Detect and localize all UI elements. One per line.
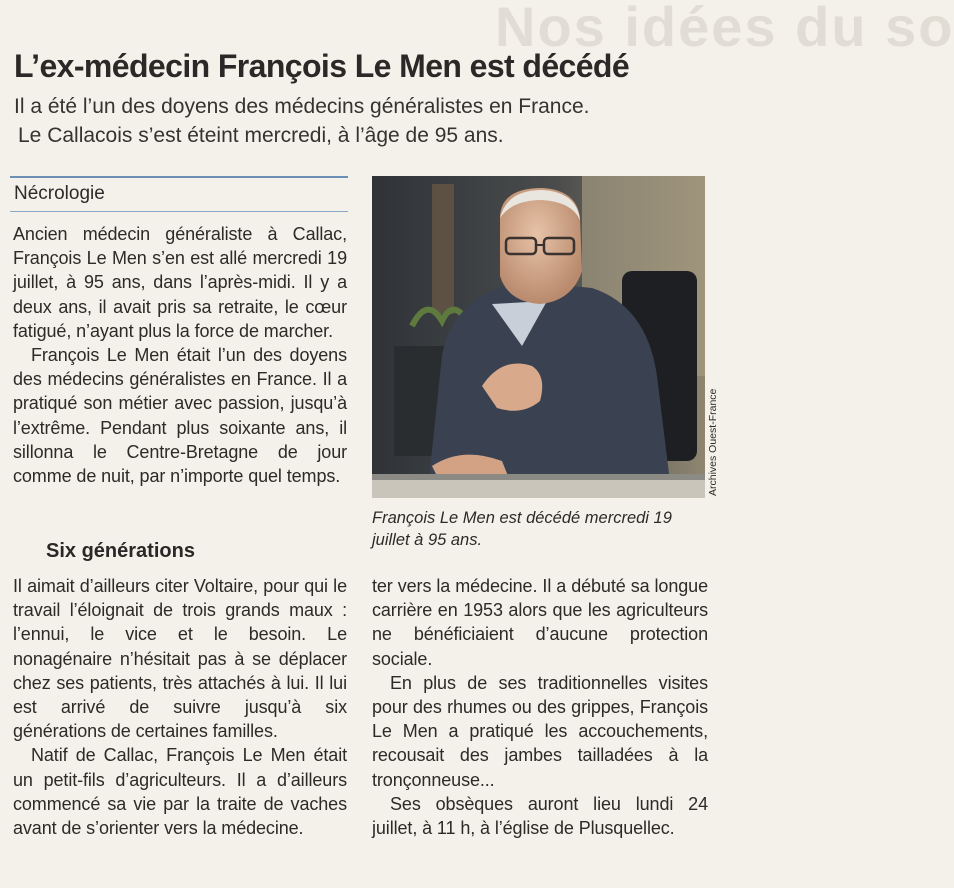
section-kicker: Nécrologie xyxy=(14,183,105,204)
body-column-3 xyxy=(372,574,708,840)
kicker-bottom-rule xyxy=(10,211,348,212)
portrait-illustration xyxy=(372,176,705,498)
continued-text-rest: Il a débuté sa longue carrière en 1953 alors que les agriculteurs ne bénéficiaient d’aucune protection sociale. xyxy=(372,576,708,669)
portrait-photo xyxy=(372,176,705,498)
body-paragraph: Natif de Callac, François Le Men était un petit-fils d’agriculteurs. Il a d’ailleurs commencé sa vie par la traite de vaches avant de s’orienter vers la médecine. xyxy=(13,745,347,839)
body-paragraph: Ancien médecin généraliste à Callac, François Le Men s’en est allé mercredi 19 juillet, à 95 ans, dans l’après-midi. Il y a deux ans, il avait pris sa retraite, le cœur fatigué, n’ayant plus la force de marcher. xyxy=(13,224,347,341)
article-deck xyxy=(14,92,714,150)
subheading: Six générations xyxy=(46,540,195,562)
kicker-top-rule xyxy=(10,176,348,178)
body-paragraph: Ses obsèques auront lieu lundi 24 juillet, à 11 h, à l’église de Plusquellec. xyxy=(372,793,708,839)
photo-credit: Archives Ouest-France xyxy=(707,388,719,496)
body-column-2 xyxy=(13,574,347,840)
body-paragraph: François Le Men était l’un des doyens des médecins généralistes en France. Il a pratiqué son métier avec passion, jusqu’à l’extrême. Pendant plus soixante ans, il sillonna le Centre-Bretagne de jour comme de nuit, par n’importe quel temps. xyxy=(13,345,347,487)
deck-line-1: Il a été l’un des doyens des médecins généralistes en France. xyxy=(14,95,590,118)
body-column-1 xyxy=(13,222,347,488)
article-headline: L’ex-médecin François Le Men est décédé xyxy=(14,48,630,84)
adjacent-headline-fragment: Nos idées du so xyxy=(495,0,954,58)
continued-text: ter vers la médecine. xyxy=(372,576,538,596)
body-paragraph-continued xyxy=(372,574,708,671)
deck-line-2: Le Callacois s’est éteint mercredi, à l’âge de 95 ans. xyxy=(18,124,504,147)
body-paragraph: En plus de ses traditionnelles visites pour des rhumes ou des grippes, François Le Men a pratiqué les accouchements, recousait des jambes tailladées à la tronçonneuse... xyxy=(372,672,708,790)
body-paragraph: Il aimait d’ailleurs citer Voltaire, pour qui le travail l’éloignait de trois grands maux : l’ennui, le vice et le besoin. Le nonagénaire n’hésitait pas à se déplacer chez ses patients, très attachés à lui. Il lui est arrivé de suivre jusqu’à six générations de certaines familles. xyxy=(13,576,347,742)
photo-caption: François Le Men est décédé mercredi 19 juillet à 95 ans. xyxy=(372,509,672,549)
